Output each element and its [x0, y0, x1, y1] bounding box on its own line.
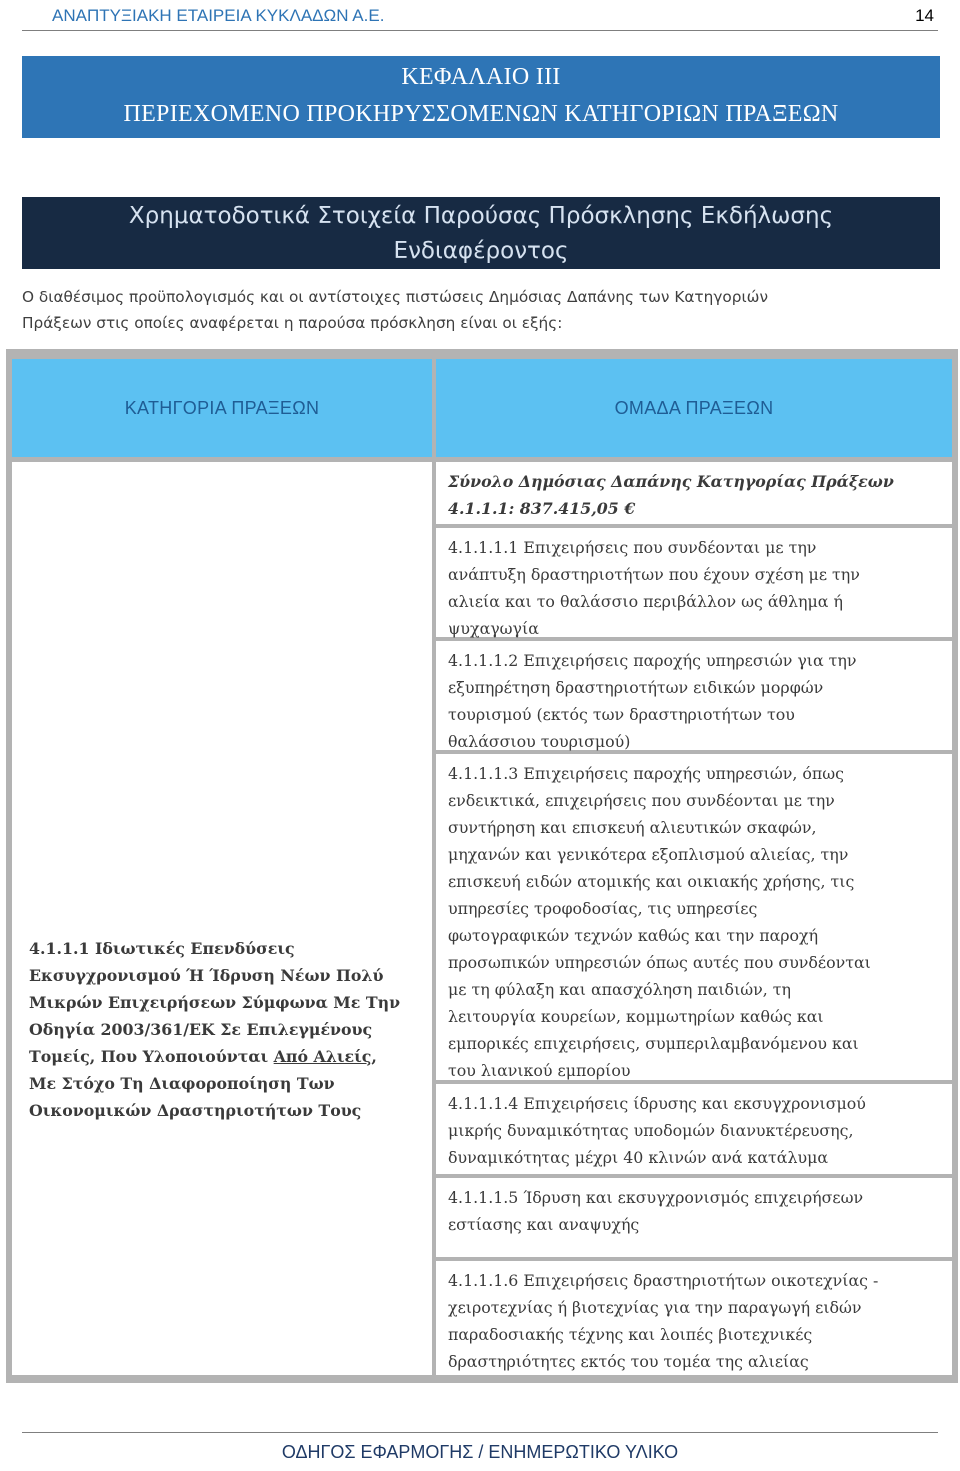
group-line: του λιανικού εμπορίου — [448, 1061, 631, 1080]
group-line: χειροτεχνίας ή βιοτεχνίας για την παραγωγή ειδών — [448, 1298, 862, 1317]
total-budget-cell — [436, 462, 952, 524]
group-line: προσωπικών υπηρεσιών όπως αυτές που συνδέονται — [448, 953, 871, 972]
category-line-text: , — [371, 1047, 377, 1066]
group-line: 4.1.1.1.2 Επιχειρήσεις παροχής υπηρεσιών για την — [448, 651, 857, 670]
page-footer: ΟΔΗΓΟΣ ΕΦΑΡΜΟΓΗΣ / ΕΝΗΜΕΡΩΤΙΚΟ ΥΛΙΚΟ — [22, 1432, 938, 1463]
group-line: εστίασης και αναψυχής — [448, 1215, 640, 1234]
category-cell — [12, 462, 432, 1375]
group-cell-2 — [436, 641, 952, 750]
group-line: συντήρηση και επισκευή αλιευτικών σκαφών, — [448, 818, 817, 837]
category-line: Με Στόχο Τη Διαφοροποίηση Των — [29, 1074, 335, 1093]
chapter-number: ΚΕΦΑΛΑΙΟ ΙΙΙ — [401, 64, 561, 90]
group-line: μικρής δυναμικότητας υποδομών διανυκτέρευσης, — [448, 1121, 854, 1140]
group-line: φωτογραφικών τεχνών καθώς και την παροχή — [448, 926, 819, 945]
group-line: ενδεικτικά, επιχειρήσεις που συνδέονται με την — [448, 791, 835, 810]
chapter-heading: ΠΕΡΙΕΧΟΜΕΝΟ ΠΡΟΚΗΡΥΣΣΟΜΕΝΩΝ ΚΑΤΗΓΟΡΙΩΝ ΠΡΑΞΕΩΝ — [123, 101, 839, 127]
category-line-text: Τομείς, Που Υλοποιούνται — [29, 1047, 274, 1066]
group-cell-6 — [436, 1261, 952, 1375]
group-line: παραδοσιακής τέχνης και λοιπές βιοτεχνικές — [448, 1325, 813, 1344]
page-header — [22, 4, 938, 31]
group-line: δραστηριότητες εκτός του τομέα της αλιείας — [448, 1352, 809, 1371]
column-header-category: ΚΑΤΗΓΟΡΙΑ ΠΡΑΞΕΩΝ — [12, 359, 432, 457]
group-line: υπηρεσίες τροφοδοσίας, τις υπηρεσίες — [448, 899, 758, 918]
group-line: αλιεία και το θαλάσσιο περιβάλλον ως άθλημα ή — [448, 592, 843, 611]
category-line: Εκσυγχρονισμού Ή Ίδρυση Νέων Πολύ — [29, 966, 384, 985]
group-cell-4 — [436, 1084, 952, 1174]
intro-line-1: Ο διαθέσιμος προϋπολογισμός και οι αντίστοιχες πιστώσεις Δημόσιας Δαπάνης των Κατηγοριών — [22, 288, 768, 306]
chapter-title-banner — [22, 56, 940, 138]
subtitle-line-1: Χρηματοδοτικά Στοιχεία Παρούσας Πρόσκλησης Εκδήλωσης — [128, 203, 834, 229]
subtitle-line-2: Ενδιαφέροντος — [393, 238, 569, 264]
group-line: θαλάσσιου τουρισμού) — [448, 732, 631, 751]
category-line: 4.1.1.1 Ιδιωτικές Επενδύσεις — [29, 939, 295, 958]
total-amount: 4.1.1.1: 837.415,05 € — [448, 499, 636, 518]
group-cell-1 — [436, 528, 952, 637]
category-underlined-text: Από Αλιείς — [273, 1047, 372, 1066]
group-line: 4.1.1.1.3 Επιχειρήσεις παροχής υπηρεσιών, όπως — [448, 764, 844, 783]
group-cell-3 — [436, 754, 952, 1080]
group-line: 4.1.1.1.5 Ίδρυση και εκσυγχρονισμός επιχειρήσεων — [448, 1188, 864, 1207]
group-line: λειτουργία κουρείων, κομμωτηρίων καθώς και — [448, 1007, 824, 1026]
group-line: 4.1.1.1.6 Επιχειρήσεις δραστηριοτήτων οικοτεχνίας - — [448, 1271, 879, 1290]
category-line — [29, 1043, 429, 1070]
group-line: επισκευή ειδών ατομικής και οικιακής χρήσης, τις — [448, 872, 855, 891]
category-line: Μικρών Επιχειρήσεων Σύμφωνα Με Την — [29, 993, 401, 1012]
category-title — [29, 935, 429, 1124]
category-line: Οικονομικών Δραστηριοτήτων Τους — [29, 1101, 362, 1120]
group-line: τουρισμού (εκτός των δραστηριοτήτων του — [448, 705, 795, 724]
intro-paragraph — [22, 284, 942, 336]
group-line: ψυχαγωγία — [448, 619, 539, 638]
funding-table — [6, 349, 958, 1383]
group-line: εξυπηρέτηση δραστηριοτήτων ειδικών μορφών — [448, 678, 824, 697]
intro-line-2: Πράξεων στις οποίες αναφέρεται η παρούσα πρόσκληση είναι οι εξής: — [22, 314, 563, 332]
group-cell-5 — [436, 1178, 952, 1257]
group-line: εμπορικές επιχειρήσεις, συμπεριλαμβανόμενου και — [448, 1034, 859, 1053]
group-line: με τη φύλαξη και απασχόληση παιδιών, τη — [448, 980, 791, 999]
group-line: 4.1.1.1.4 Επιχειρήσεις ίδρυσης και εκσυγχρονισμού — [448, 1094, 866, 1113]
category-line: Οδηγία 2003/361/ΕΚ Σε Επιλεγμένους — [29, 1020, 373, 1039]
group-line: δυναμικότητας μέχρι 40 κλινών ανά κατάλυμα — [448, 1148, 828, 1167]
column-header-group: ΟΜΑΔΑ ΠΡΑΞΕΩΝ — [436, 359, 952, 457]
section-subtitle-banner — [22, 197, 940, 269]
total-label: Σύνολο Δημόσιας Δαπάνης Κατηγορίας Πράξεων — [448, 472, 894, 491]
group-line: μηχανών και γενικότερα εξοπλισμού αλιείας, την — [448, 845, 849, 864]
group-line: ανάπτυξη δραστηριοτήτων που έχουν σχέση με την — [448, 565, 860, 584]
header-organization: ΑΝΑΠΤΥΞΙΑΚΗ ΕΤΑΙΡΕΙΑ ΚΥΚΛΑΔΩΝ Α.Ε. — [52, 6, 385, 25]
page-number: 14 — [915, 6, 934, 25]
group-line: 4.1.1.1.1 Επιχειρήσεις που συνδέονται με την — [448, 538, 817, 557]
